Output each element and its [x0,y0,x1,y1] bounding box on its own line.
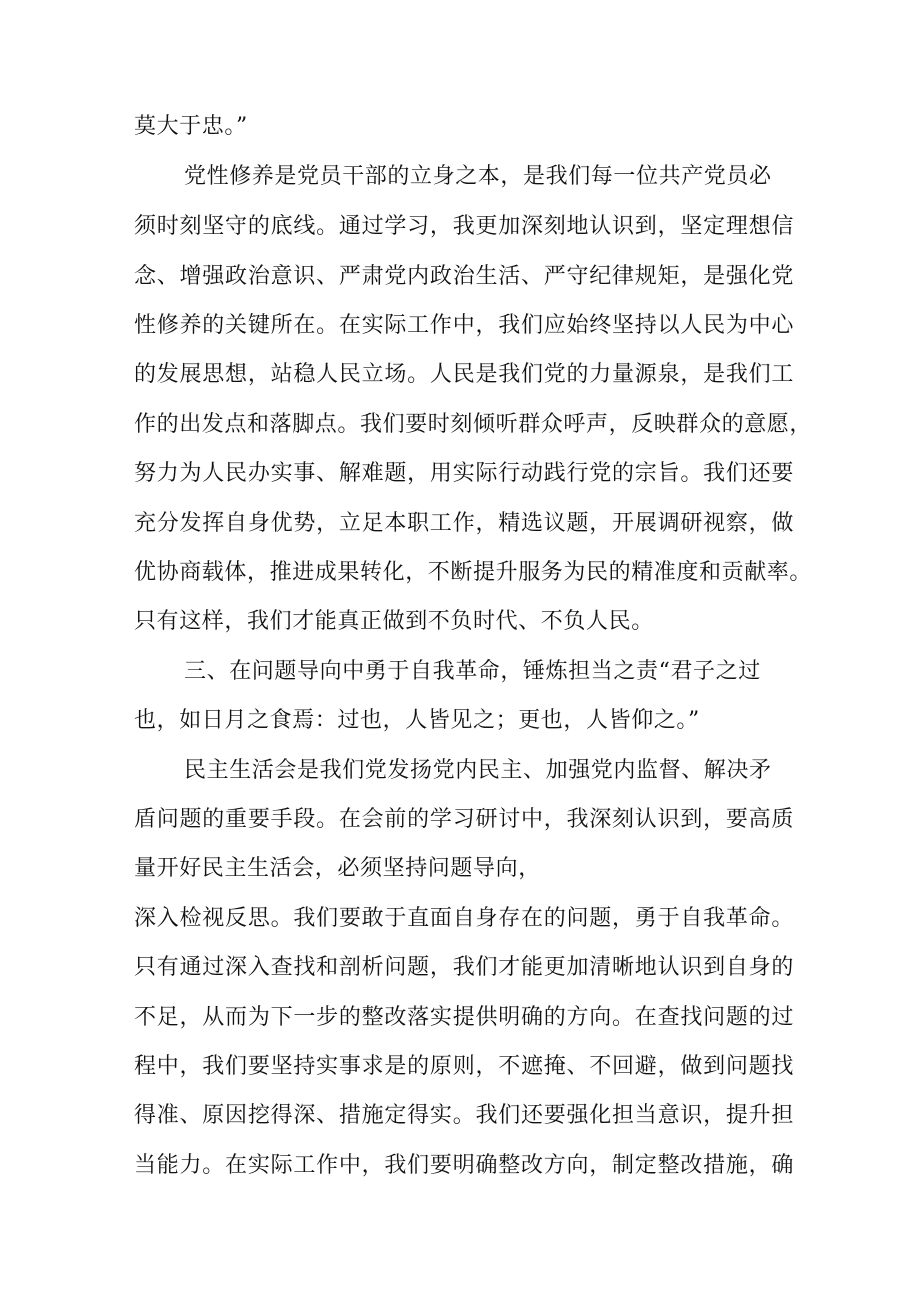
paragraph-start-line: 党性修养是党员干部的立身之本，是我们每一位共产党员必 [184,164,772,189]
text-line-11: 只有这样，我们才能真正做到不负时代、不负人民。 [134,609,654,634]
text-line-8: 努力为人民办实事、解难题，用实际行动践行党的宗旨。我们还要 [134,461,794,486]
text-line-10: 优协商载体，推进成果转化，不断提升服务为民的精准度和贡献率。 [134,560,813,585]
text-line-19: 不足，从而为下一步的整改落实提供明确的方向。在查找问题的过 [134,1005,794,1030]
paragraph-start-line: 民主生活会是我们党发扬党内民主、加强党内监督、解决矛 [184,758,772,783]
text-line-17: 深入检视反思。我们要敢于直面自身存在的问题，勇于自我革命。 [134,906,794,931]
text-line-3: 须时刻坚守的底线。通过学习，我更加深刻地认识到，坚定理想信 [134,214,794,239]
text-line-5: 性修养的关键所在。在实际工作中，我们应始终坚持以人民为中心 [134,313,794,338]
text-line-15: 盾问题的重要手段。在会前的学习研讨中，我深刻认识到，要高质 [134,807,794,832]
text-line-7: 作的出发点和落脚点。我们要时刻倾听群众呼声，反映群众的意愿， [134,412,813,437]
text-line-6: 的发展思想，站稳人民立场。人民是我们党的力量源泉，是我们工 [134,362,794,387]
text-line-20: 程中，我们要坚持实事求是的原则，不遮掩、不回避，做到问题找 [134,1054,794,1079]
text-line-16: 量开好民主生活会，必须坚持问题导向， [134,856,541,881]
text-line-1: 莫大于忠。” [134,114,248,139]
text-line-9: 充分发挥自身优势，立足本职工作，精选议题，开展调研视察，做 [134,511,794,536]
text-line-4: 念、增强政治意识、严肃党内政治生活、严守纪律规矩，是强化党 [134,264,794,289]
section-heading-line: 三、在问题导向中勇于自我革命，锤炼担当之责“君子之过 [184,659,761,684]
text-line-21: 得准、原因挖得深、措施定得实。我们还要强化担当意识，提升担 [134,1103,794,1128]
section-heading-quote-line: 也，如日月之食焉：过也，人皆见之；更也，人皆仰之。” [134,708,700,733]
text-line-18: 只有通过深入查找和剖析问题，我们才能更加清晰地认识到自身的 [134,955,794,980]
text-line-22: 当能力。在实际工作中，我们要明确整改方向，制定整改措施，确 [134,1153,794,1178]
